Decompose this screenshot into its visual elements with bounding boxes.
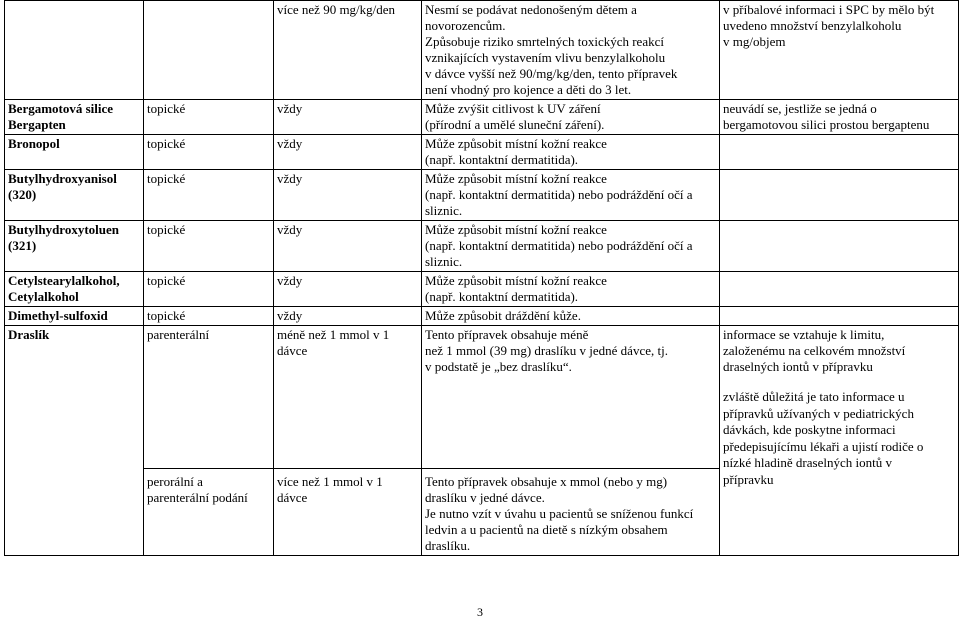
threshold-cell <box>274 100 422 135</box>
table-row <box>5 326 959 469</box>
excipient-name: Butylhydroxytoluen <box>8 222 120 237</box>
info-text: Nesmí se podávat nedonošeným dětem a <box>425 2 637 17</box>
info-text: ledvin a u pacientů na dietě s nízkým obsahem <box>425 522 668 537</box>
info-text: Může způsobit místní kožní reakce <box>425 171 607 186</box>
excipient-name: Butylhydroxyanisol <box>8 171 117 186</box>
excipient-name: Bergamotová silice <box>8 101 114 116</box>
table-row <box>5 135 959 170</box>
comment-text: zvláště důležitá je tato informace u <box>723 389 905 404</box>
info-text: draslíku v jedné dávce. <box>425 490 545 505</box>
comment-cell <box>720 170 959 221</box>
comment-cell <box>720 1 959 100</box>
comment-text: předepisujícímu lékaři a ujistí rodiče o <box>723 438 924 454</box>
threshold-cell <box>274 221 422 272</box>
info-text: novorozencům. <box>425 18 506 33</box>
threshold-cell <box>274 135 422 170</box>
info-text: není vhodný pro kojence a děti do 3 let. <box>425 82 632 97</box>
comment-text: informace se vztahuje k limitu, <box>723 327 885 342</box>
comment-text: uvedeno množství benzylalkoholu <box>723 18 902 33</box>
info-text: Tento přípravek obsahuje méně <box>425 327 589 342</box>
route-cell <box>144 326 274 469</box>
comment-cell <box>720 326 959 556</box>
comment-spacer <box>723 375 955 389</box>
threshold-text: vždy <box>277 222 303 237</box>
excipients-table-body <box>5 1 959 556</box>
info-cell <box>422 469 720 556</box>
threshold-text: vždy <box>277 171 303 186</box>
threshold-cell <box>274 469 422 556</box>
threshold-text: více než 90 mg/kg/den <box>277 2 396 17</box>
threshold-cell <box>274 307 422 326</box>
excipient-name-cell <box>5 307 144 326</box>
comment-text: přípravku <box>723 471 774 487</box>
route-cell <box>144 135 274 170</box>
info-text: Je nutno vzít v úvahu u pacientů se sníženou funkcí <box>425 506 694 521</box>
info-cell <box>422 100 720 135</box>
info-text: sliznic. <box>425 254 463 269</box>
excipient-name: Bronopol <box>8 136 60 151</box>
comment-cell <box>720 272 959 307</box>
excipient-name-cell <box>5 221 144 272</box>
comment-text: nízké hladině draselných iontů v <box>723 455 892 470</box>
info-cell <box>422 170 720 221</box>
excipient-name: Bergapten <box>8 117 66 132</box>
info-text: než 1 mmol (39 mg) draslíku v jedné dávce, tj. <box>425 343 668 358</box>
info-text: (např. kontaktní dermatitida). <box>425 152 579 167</box>
threshold-text: více než 1 mmol v 1 <box>277 474 383 489</box>
info-text: (např. kontaktní dermatitida) nebo podráždění očí a <box>425 238 693 253</box>
info-text: vznikajících vystavením vlivu benzylalkoholu <box>425 50 666 65</box>
threshold-cell <box>274 170 422 221</box>
info-text: draslíku. <box>425 538 471 553</box>
threshold-cell <box>274 326 422 469</box>
route-text: topické <box>147 222 186 237</box>
info-text: Může způsobit místní kožní reakce <box>425 136 607 151</box>
info-text: v podstatě je „bez draslíku“. <box>425 359 572 374</box>
table-row <box>5 272 959 307</box>
info-cell <box>422 135 720 170</box>
comment-cell <box>720 135 959 170</box>
excipient-name: Draslík <box>8 327 50 342</box>
excipients-table <box>4 0 959 556</box>
threshold-text: vždy <box>277 136 303 151</box>
comment-text: neuvádí se, jestliže se jedná o <box>723 101 877 116</box>
route-text: perorální a <box>147 474 203 489</box>
route-text: topické <box>147 101 186 116</box>
comment-text: bergamotovou silici prostou bergaptenu <box>723 117 930 132</box>
threshold-text: méně než 1 mmol v 1 <box>277 327 390 342</box>
table-row <box>5 307 959 326</box>
route-cell <box>144 221 274 272</box>
info-cell <box>422 326 720 469</box>
info-text: Způsobuje riziko smrtelných toxických reakcí <box>425 34 664 49</box>
excipient-name: (321) <box>8 238 37 253</box>
info-text: Tento přípravek obsahuje x mmol (nebo y mg) <box>425 474 668 489</box>
comment-text: draselných iontů v přípravku <box>723 359 873 374</box>
table-row <box>5 1 959 100</box>
route-text: parenterální podání <box>147 490 248 505</box>
comment-text: založenému na celkovém množství <box>723 343 906 358</box>
excipient-name-cell <box>5 100 144 135</box>
info-cell <box>422 221 720 272</box>
info-text: (např. kontaktní dermatitida). <box>425 289 579 304</box>
table-row <box>5 100 959 135</box>
threshold-text: dávce <box>277 343 308 358</box>
route-text: topické <box>147 171 186 186</box>
route-text: topické <box>147 136 186 151</box>
info-text: v dávce vyšší než 90/mg/kg/den, tento přípravek <box>425 66 678 81</box>
route-cell <box>144 1 274 100</box>
table-row <box>5 170 959 221</box>
excipient-name: (320) <box>8 187 37 202</box>
excipient-name-cell <box>5 326 144 556</box>
route-cell <box>144 272 274 307</box>
comment-text: v mg/objem <box>723 34 786 49</box>
info-text: sliznic. <box>425 203 463 218</box>
excipient-name-cell <box>5 170 144 221</box>
threshold-cell <box>274 272 422 307</box>
info-text: (např. kontaktní dermatitida) nebo podráždění očí a <box>425 187 693 202</box>
table-row <box>5 221 959 272</box>
excipient-name: Cetylalkohol <box>8 289 79 304</box>
route-text: parenterální <box>147 327 210 342</box>
info-text: Může způsobit místní kožní reakce <box>425 222 607 237</box>
excipient-name-cell <box>5 135 144 170</box>
excipient-name: Dimethyl-sulfoxid <box>8 308 108 323</box>
info-cell <box>422 307 720 326</box>
threshold-text: vždy <box>277 101 303 116</box>
info-text: (přírodní a umělé sluneční záření). <box>425 117 605 132</box>
comment-cell <box>720 221 959 272</box>
excipient-name: Cetylstearylalkohol, <box>8 273 120 288</box>
comment-text: v příbalové informaci i SPC by mělo být <box>723 2 935 17</box>
route-cell <box>144 307 274 326</box>
comment-cell <box>720 307 959 326</box>
route-text: topické <box>147 308 186 323</box>
info-cell <box>422 272 720 307</box>
comment-text: dávkách, kde poskytne informaci <box>723 422 896 437</box>
route-cell <box>144 170 274 221</box>
info-cell <box>422 1 720 100</box>
threshold-text: vždy <box>277 273 303 288</box>
route-cell <box>144 469 274 556</box>
excipient-name-cell <box>5 272 144 307</box>
route-cell <box>144 100 274 135</box>
comment-pediatric-note <box>723 389 955 488</box>
excipient-name-cell <box>5 1 144 100</box>
info-text: Může způsobit dráždění kůže. <box>425 308 581 323</box>
comment-cell <box>720 100 959 135</box>
comment-text: přípravků užívaných v pediatrických <box>723 405 914 421</box>
threshold-text: vždy <box>277 308 303 323</box>
threshold-cell <box>274 1 422 100</box>
page-number: 3 <box>477 605 483 619</box>
info-text: Může zvýšit citlivost k UV záření <box>425 101 601 116</box>
info-text: Může způsobit místní kožní reakce <box>425 273 607 288</box>
threshold-text: dávce <box>277 490 308 505</box>
route-text: topické <box>147 273 186 288</box>
